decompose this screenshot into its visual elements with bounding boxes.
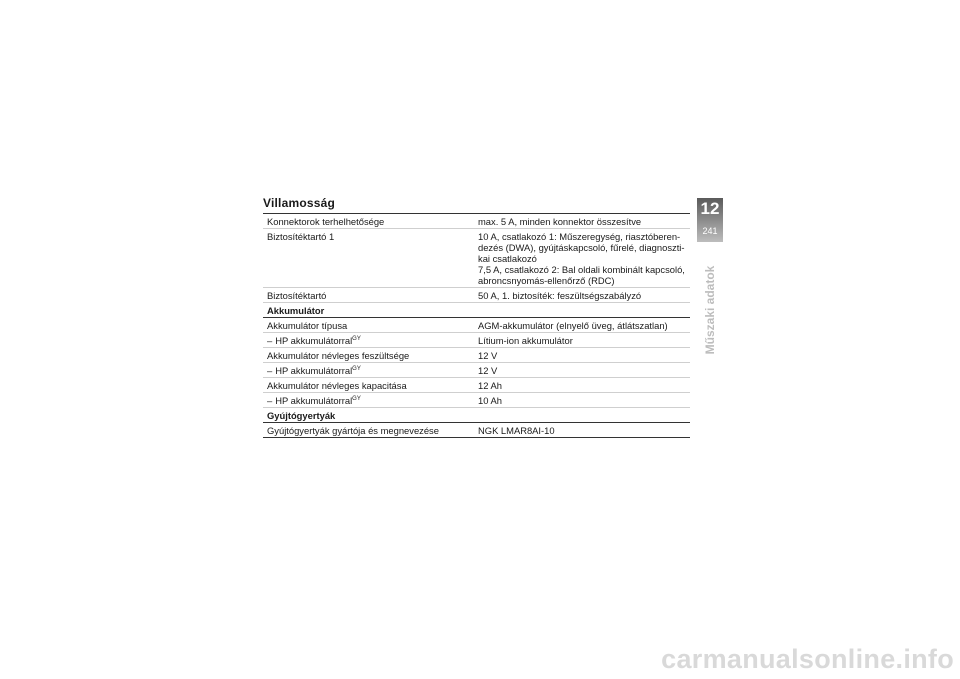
chapter-side-label: Műszaki adatok — [703, 265, 717, 355]
section-header-gyujtogyertyak — [263, 408, 690, 423]
row-label: Akkumulátor típusa — [267, 320, 348, 331]
row-value: 12 V — [478, 350, 498, 361]
row-value: max. 5 A, minden konnektor összesítve — [478, 216, 642, 227]
dash-marker: – — [267, 335, 273, 346]
table-row — [263, 423, 690, 438]
value-line: kai csatlakozó — [478, 253, 537, 264]
row-label-text: HP akkumulátorral — [275, 395, 353, 406]
table-row — [263, 363, 690, 378]
country-superscript: GY — [352, 335, 361, 342]
row-label-text: HP akkumulátorral — [275, 365, 353, 376]
table-row — [263, 318, 690, 333]
row-label: Biztosítéktartó 1 — [267, 231, 335, 242]
row-label — [263, 335, 476, 346]
table-row — [263, 288, 690, 303]
watermark: carmanualsonline.info — [661, 644, 954, 674]
row-label: Gyújtógyertyák gyártója és megnevezése — [267, 425, 439, 436]
value-line: dezés (DWA), gyújtáskapcsoló, fűrelé, diagnoszti- — [478, 242, 685, 253]
row-label — [263, 395, 476, 406]
row-label: Biztosítéktartó — [267, 290, 327, 301]
row-label: Akkumulátor névleges feszültsége — [267, 350, 410, 361]
row-label-text: HP akkumulátorral — [275, 335, 353, 346]
section-header-label: Akkumulátor — [267, 305, 325, 316]
dash-marker: – — [267, 365, 273, 376]
value-line: 10 A, csatlakozó 1: Műszeregység, riasztóberen- — [478, 231, 681, 242]
table-row — [263, 378, 690, 393]
table-row — [263, 393, 690, 408]
table-row — [263, 333, 690, 348]
row-label — [263, 365, 476, 376]
dash-marker: – — [267, 395, 273, 406]
row-value — [476, 231, 690, 286]
table-row — [263, 229, 690, 288]
country-superscript: GY — [352, 395, 361, 402]
section-header-label: Gyújtógyertyák — [267, 410, 336, 421]
table-row — [263, 213, 690, 229]
value-line: 7,5 A, csatlakozó 2: Bal oldali kombinált kapcsoló, — [478, 264, 685, 275]
row-label: Konnektorok terhelhetősége — [267, 216, 385, 227]
table-row — [263, 348, 690, 363]
row-value: NGK LMAR8AI-10 — [478, 425, 555, 436]
row-label: Akkumulátor névleges kapacitása — [267, 380, 407, 391]
row-value: 10 Ah — [478, 395, 502, 406]
row-value: 12 V — [478, 365, 498, 376]
section-title: Villamosság — [263, 196, 336, 210]
row-value: AGM-akkumulátor (elnyelő üveg, átlátszatlan) — [478, 320, 668, 331]
section-header-akkumulator — [263, 303, 690, 318]
page-number: 241 — [702, 226, 718, 236]
chapter-number: 12 — [700, 199, 720, 218]
row-value: 50 A, 1. biztosíték: feszültségszabályzó — [478, 290, 642, 301]
row-value: 12 Ah — [478, 380, 502, 391]
value-line: abroncsnyomás-ellenőrző (RDC) — [478, 275, 615, 286]
spec-table — [263, 213, 690, 438]
country-superscript: GY — [352, 365, 361, 372]
row-value: Lítium-ion akkumulátor — [478, 335, 573, 346]
